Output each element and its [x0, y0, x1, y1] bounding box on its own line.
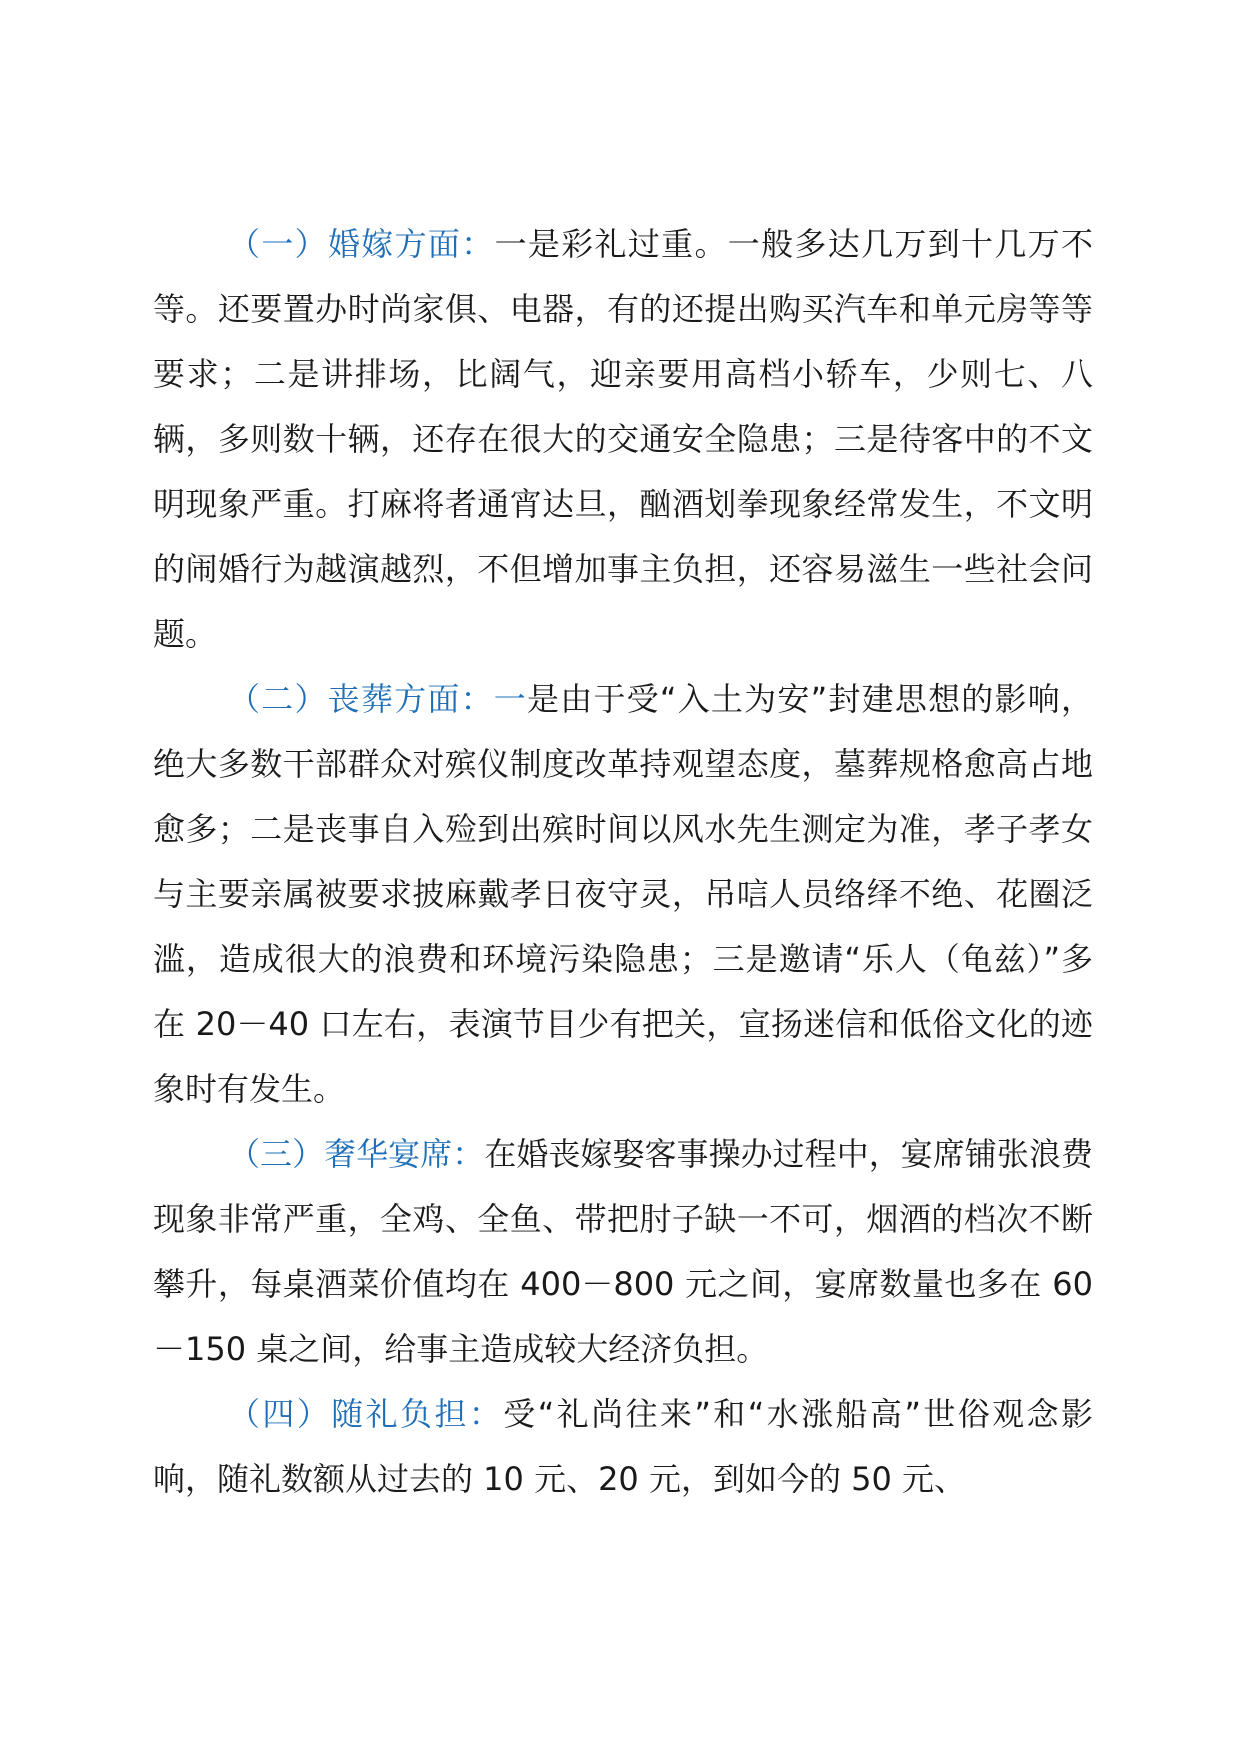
- section-marriage: [153, 212, 1093, 667]
- section-heading-marriage: （一）婚嫁方面：: [228, 225, 495, 263]
- section-body-banquet: 在婚丧嫁娶客事操办过程中，宴席铺张浪费现象非常严重，全鸡、全鱼、带把肘子缺一不可，烟酒的档次不断攀升，每桌酒菜价值均在 400－800 元之间，宴席数量也多在 60－150 桌之间，给事主造成较大经济负担。: [153, 1135, 1093, 1368]
- section-heading-banquet: （三）奢华宴席：: [228, 1135, 485, 1173]
- section-funeral: [153, 667, 1093, 1122]
- document-page: [153, 212, 1093, 1512]
- section-gift-money: [153, 1382, 1093, 1512]
- section-banquet: [153, 1122, 1093, 1382]
- section-body-gift-money: 受“礼尚往来”和“水涨船高”世俗观念影响，随礼数额从过去的 10 元、20 元，到如今的 50 元、: [153, 1395, 1093, 1498]
- section-body-marriage: 一是彩礼过重。一般多达几万到十几万不等。还要置办时尚家俱、电器，有的还提出购买汽车和单元房等等要求；二是讲排场，比阔气，迎亲要用高档小轿车，少则七、八辆，多则数十辆，还存在很大的交通安全隐患；三是待客中的不文明现象严重。打麻将者通宵达旦，酗酒划拳现象经常发生，不文明的闹婚行为越演越烈，不但增加事主负担，还容易滋生一些社会问题。: [153, 225, 1093, 653]
- section-body-funeral: 是由于受“入土为安”封建思想的影响，绝大多数干部群众对殡仪制度改革持观望态度，墓葬规格愈高占地愈多；二是丧事自入殓到出殡时间以风水先生测定为准，孝子孝女与主要亲属被要求披麻戴孝日夜守灵，吊唁人员络绎不绝、花圈泛滥，造成很大的浪费和环境污染隐患；三是邀请“乐人（龟兹）”多在 20－40 口左右，表演节目少有把关，宣扬迷信和低俗文化的迹象时有发生。: [153, 680, 1093, 1108]
- section-heading-gift-money: （四）随礼负担：: [228, 1395, 504, 1433]
- section-heading-funeral: （二）丧葬方面：一: [228, 680, 528, 718]
